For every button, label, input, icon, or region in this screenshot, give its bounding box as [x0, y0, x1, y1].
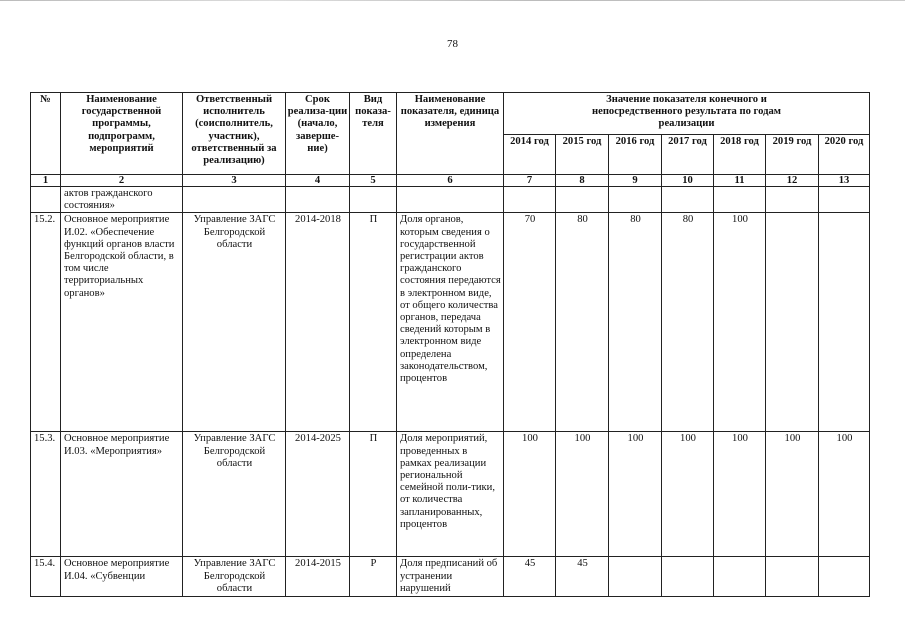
column-number: 1	[31, 175, 61, 187]
row-value: 80	[609, 213, 662, 432]
header-executor: Ответственный исполнитель (соисполнитель, участник), ответственный за реализацию)	[183, 93, 286, 175]
header-year: 2014 год	[504, 135, 556, 175]
column-number: 9	[609, 175, 662, 187]
column-number: 6	[397, 175, 504, 187]
header-year: 2015 год	[556, 135, 609, 175]
row-value: 100	[662, 432, 714, 557]
row-indicator: Доля предписаний об устранении нарушений	[397, 557, 504, 597]
header-period: Срок реализа-ции (начало, заверше-ние)	[286, 93, 350, 175]
column-number: 10	[662, 175, 714, 187]
column-number: 8	[556, 175, 609, 187]
row-value	[766, 213, 819, 432]
scan-edge	[0, 0, 905, 1]
header-name: Наименование государственной программы, подпрограмм, мероприятий	[61, 93, 183, 175]
header-type: Вид показа-теля	[350, 93, 397, 175]
header-year: 2020 год	[819, 135, 870, 175]
row-value: 100	[714, 213, 766, 432]
column-number: 3	[183, 175, 286, 187]
row-executor: Управление ЗАГС Белгородской области	[183, 213, 286, 432]
row-value	[714, 557, 766, 597]
header-indicator: Наименование показателя, единица измерения	[397, 93, 504, 175]
header-year: 2017 год	[662, 135, 714, 175]
column-number: 5	[350, 175, 397, 187]
row-value: 80	[556, 213, 609, 432]
column-number: 2	[61, 175, 183, 187]
row-name: Основное мероприятие И.04. «Субвенции	[61, 557, 183, 597]
row-value: 100	[556, 432, 609, 557]
indicators-table	[30, 92, 870, 597]
row-type: П	[350, 432, 397, 557]
row-value: 45	[556, 557, 609, 597]
row-indicator: Доля органов, которым сведения о государственной регистрации актов гражданского состояния передаются в электронном виде, от общего количества органов, передача сведений которым в электронном виде определена законодательством, процентов	[397, 213, 504, 432]
row-value: 100	[819, 432, 870, 557]
row-value: 70	[504, 213, 556, 432]
row-type: П	[350, 213, 397, 432]
row-executor: Управление ЗАГС Белгородской области	[183, 557, 286, 597]
row-type: Р	[350, 557, 397, 597]
row-num: 15.3.	[31, 432, 61, 557]
page-number: 78	[447, 38, 458, 50]
row-value: 100	[504, 432, 556, 557]
row-value: 80	[662, 213, 714, 432]
row-value	[766, 557, 819, 597]
row-value	[819, 213, 870, 432]
header-num: №	[31, 93, 61, 175]
row-executor: Управление ЗАГС Белгородской области	[183, 432, 286, 557]
table-row	[31, 557, 870, 597]
row-value	[662, 557, 714, 597]
row-value: 100	[766, 432, 819, 557]
row-value: 45	[504, 557, 556, 597]
table-row	[31, 432, 870, 557]
row-name: Основное мероприятие И.03. «Мероприятия»	[61, 432, 183, 557]
row-period: 2014-2018	[286, 213, 350, 432]
row-name: Основное мероприятие И.02. «Обеспечение функций органов власти Белгородской области, в том числе территориальных органов»	[61, 213, 183, 432]
row-period: 2014-2025	[286, 432, 350, 557]
column-number: 4	[286, 175, 350, 187]
row-indicator: Доля мероприятий, проведенных в рамках реализации региональной семейной поли-тики, от количества запланированных, процентов	[397, 432, 504, 557]
column-number: 7	[504, 175, 556, 187]
column-number: 12	[766, 175, 819, 187]
row-value: 100	[714, 432, 766, 557]
header-year: 2019 год	[766, 135, 819, 175]
header-year: 2016 год	[609, 135, 662, 175]
row-num: 15.4.	[31, 557, 61, 597]
row-num: 15.2.	[31, 213, 61, 432]
row-value	[609, 557, 662, 597]
header-values-group: Значение показателя конечного и непосредственного результата по годам реализации	[504, 93, 870, 135]
column-number: 13	[819, 175, 870, 187]
continuation-row	[31, 187, 870, 213]
row-value	[819, 557, 870, 597]
row-value: 100	[609, 432, 662, 557]
header-year: 2018 год	[714, 135, 766, 175]
table-row	[31, 213, 870, 432]
column-number: 11	[714, 175, 766, 187]
continuation-text: актов гражданского состояния»	[61, 187, 183, 213]
row-period: 2014-2015	[286, 557, 350, 597]
column-number-row	[31, 175, 870, 187]
